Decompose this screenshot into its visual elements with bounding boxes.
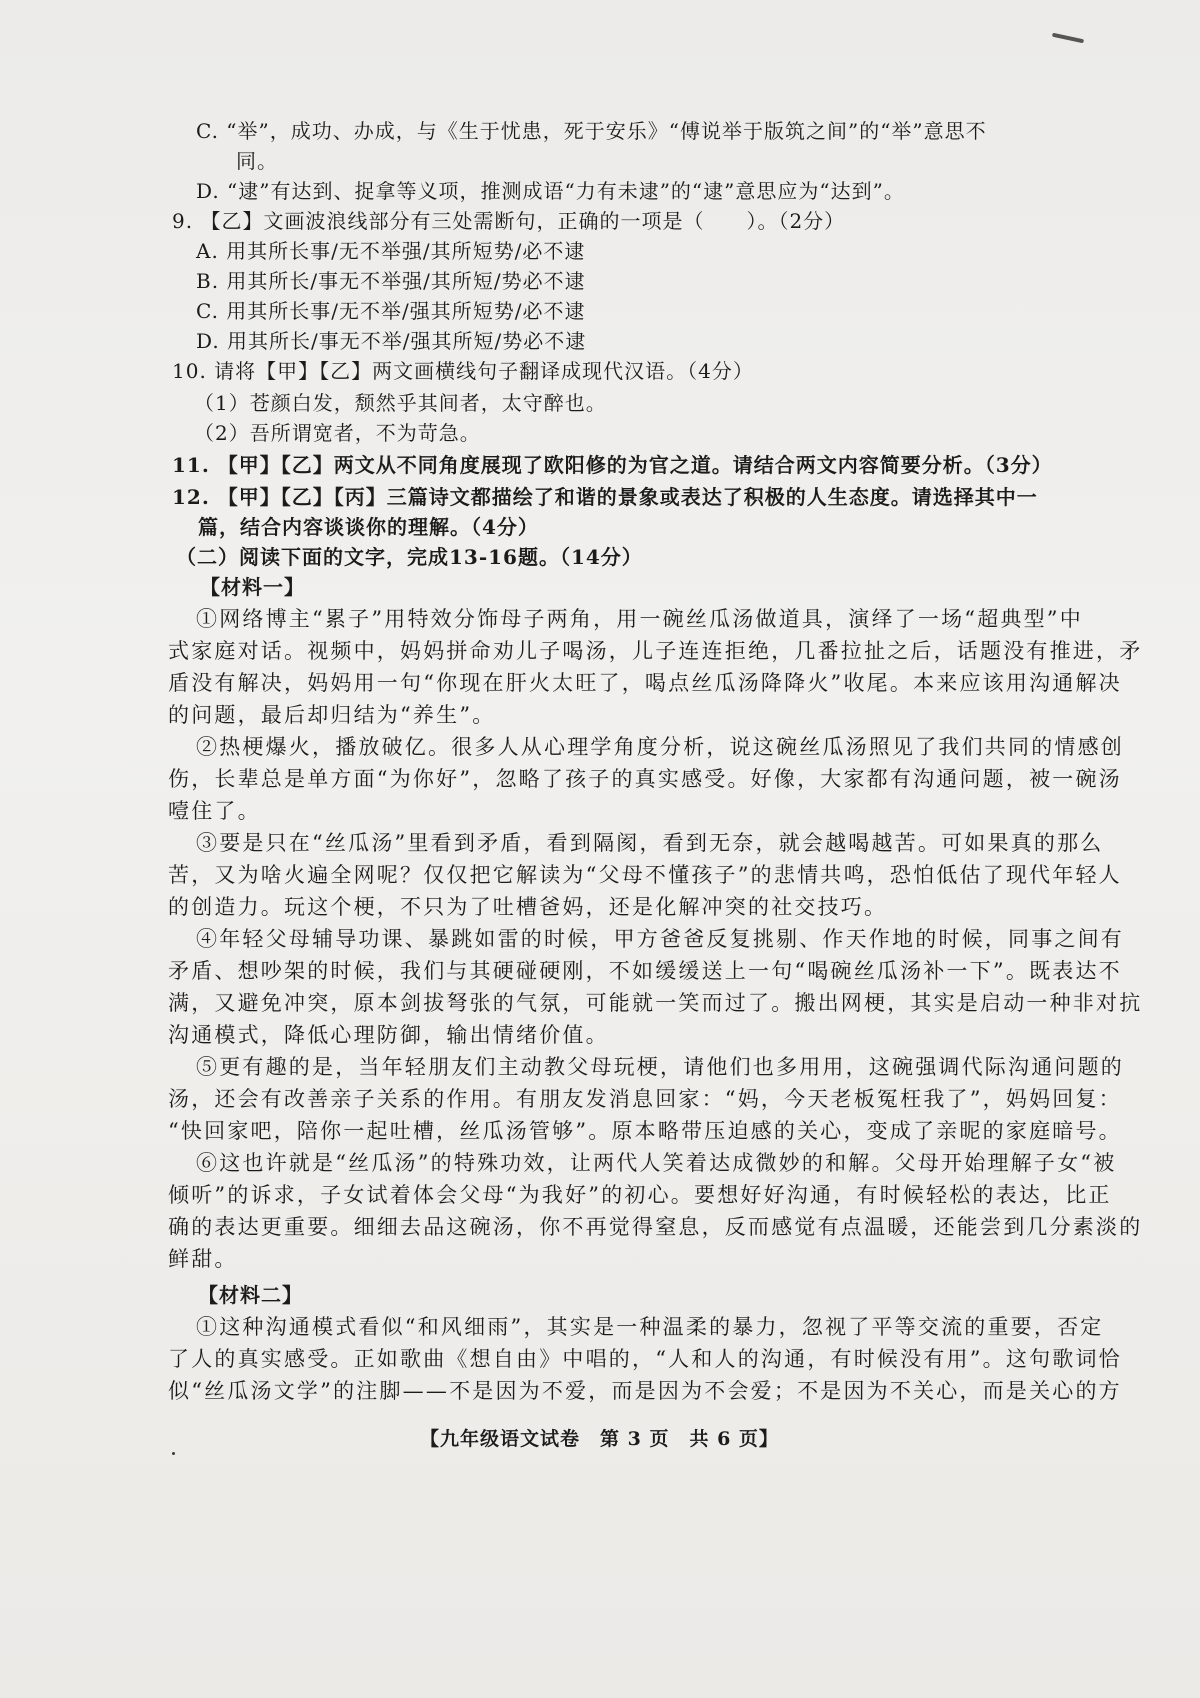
scan-smudge (1052, 33, 1084, 44)
material-one-paragraph: ③要是只在“丝瓜汤”里看到矛盾，看到隔阂，看到无奈，就会越喝越苦。可如果真的那么 (196, 831, 1104, 855)
q9-option-d: D. 用其所长/事无不举/强其所短/势必不逮 (196, 329, 587, 353)
material-one-line: 满，又避免冲突，原本剑拔弩张的气氛，可能就一笑而过了。搬出网梗，其实是启动一种非对抗 (168, 991, 1143, 1015)
material-one-line: 噎住了。 (168, 799, 261, 823)
material-one-line: 盾没有解决，妈妈用一句“你现在肝火太旺了，喝点丝瓜汤降降火”收尾。本来应该用沟通解决 (168, 671, 1122, 695)
material-one-paragraph: ⑥这也许就是“丝瓜汤”的特殊功效，让两代人笑着达成微妙的和解。父母开始理解子女“被 (196, 1151, 1117, 1175)
option-d-line: D. “逮”有达到、捉拿等义项，推测成语“力有未逮”的“逮”意思应为“达到”。 (196, 179, 905, 203)
material-one-paragraph: ①网络博主“累子”用特效分饰母子两角，用一碗丝瓜汤做道具，演绎了一场“超典型”中 (196, 607, 1083, 631)
material-two-line: 似“丝瓜汤文学”的注脚——不是因为不爱，而是因为不会爱；不是因为不关心，而是关心的方 (168, 1379, 1122, 1403)
material-one-paragraph: ②热梗爆火，播放破亿。很多人从心理学角度分析，说这碗丝瓜汤照见了我们共同的情感创 (196, 735, 1124, 759)
material-one-paragraph: ④年轻父母辅导功课、暴跳如雷的时候，甲方爸爸反复挑剔、作天作地的时候，同事之间有 (196, 927, 1124, 951)
material-one-line: 汤，还会有改善亲子关系的作用。有朋友发消息回家：“妈，今天老板冤枉我了”，妈妈回复： (168, 1087, 1122, 1111)
material-one-line: 确的表达更重要。细细去品这碗汤，你不再觉得窒息，反而感觉有点温暖，还能尝到几分素淡的 (168, 1215, 1143, 1239)
q9-option-a: A. 用其所长事/无不举强/其所短势/必不逮 (196, 239, 586, 263)
material-one-line: 式家庭对话。视频中，妈妈拼命劝儿子喝汤，儿子连连拒绝，几番拉扯之后，话题没有推进，矛 (168, 639, 1143, 663)
material-one-paragraph: ⑤更有趣的是，当年轻朋友们主动教父母玩梗，请他们也多用用，这碗强调代际沟通问题的 (196, 1055, 1124, 1079)
question-10: 10. 请将【甲】【乙】两文画横线句子翻译成现代汉语。（4分） (172, 359, 754, 383)
question-12-line-1: 12. 【甲】【乙】【丙】三篇诗文都描绘了和谐的景象或表达了积极的人生态度。请选择其中一 (172, 485, 1038, 509)
material-one-line: 矛盾、想吵架的时候，我们与其硬碰硬刚，不如缓缓送上一句“喝碗丝瓜汤补一下”。既表达不 (168, 959, 1122, 983)
scan-speck (172, 1452, 175, 1455)
option-c-line-1: C. “举”，成功、办成，与《生于忧患，死于安乐》“傅说举于版筑之间”的“举”意思不 (196, 119, 987, 143)
q10-sentence-1: （1）苍颜白发，颓然乎其间者，太守醉也。 (194, 391, 607, 415)
material-two-line: 了人的真实感受。正如歌曲《想自由》中唱的，“人和人的沟通，有时候没有用”。这句歌词恰 (168, 1347, 1122, 1371)
material-two-paragraph: ①这种沟通模式看似“和风细雨”，其实是一种温柔的暴力，忽视了平等交流的重要，否定 (196, 1315, 1104, 1339)
material-one-line: 伤，长辈总是单方面“为你好”，忽略了孩子的真实感受。好像，大家都有沟通问题，被一碗汤 (168, 767, 1122, 791)
q9-option-c: C. 用其所长事/无不举/强其所短势/必不逮 (196, 299, 586, 323)
section-two-heading: （二）阅读下面的文字，完成13-16题。（14分） (176, 545, 643, 569)
material-one-line: 倾听”的诉求，子女试着体会父母“为我好”的初心。要想好好沟通，有时候轻松的表达，比正 (168, 1183, 1112, 1207)
material-one-line: 的问题，最后却归结为“养生”。 (168, 703, 496, 727)
option-c-line-2: 同。 (236, 149, 278, 173)
material-two-label: 【材料二】 (198, 1283, 303, 1307)
material-one-line: 的创造力。玩这个梗，不只为了吐槽爸妈，还是化解冲突的社交技巧。 (168, 895, 888, 919)
q10-sentence-2: （2）吾所谓宽者，不为苛急。 (194, 421, 481, 445)
q9-option-b: B. 用其所长/事无不举强/其所短/势必不逮 (196, 269, 586, 293)
question-9: 9. 【乙】文画波浪线部分有三处需断句，正确的一项是（ ）。（2分） (172, 209, 846, 233)
material-one-line: 苦，又为啥火遍全网呢？仅仅把它解读为“父母不懂孩子”的悲情共鸣，恐怕低估了现代年轻人 (168, 863, 1122, 887)
material-one-line: “快回家吧，陪你一起吐槽，丝瓜汤管够”。原本略带压迫感的关心，变成了亲昵的家庭暗号。 (168, 1119, 1122, 1143)
question-12-line-2: 篇，结合内容谈谈你的理解。（4分） (198, 515, 539, 539)
material-one-label: 【材料一】 (200, 575, 305, 599)
question-11: 11. 【甲】【乙】两文从不同角度展现了欧阳修的为官之道。请结合两文内容简要分析。（3分） (172, 453, 1053, 477)
material-one-line: 沟通模式，降低心理防御，输出情绪价值。 (168, 1023, 609, 1047)
material-one-line: 鲜甜。 (168, 1247, 238, 1271)
page-footer: 【九年级语文试卷 第 3 页 共 6 页】 (420, 1428, 779, 1450)
